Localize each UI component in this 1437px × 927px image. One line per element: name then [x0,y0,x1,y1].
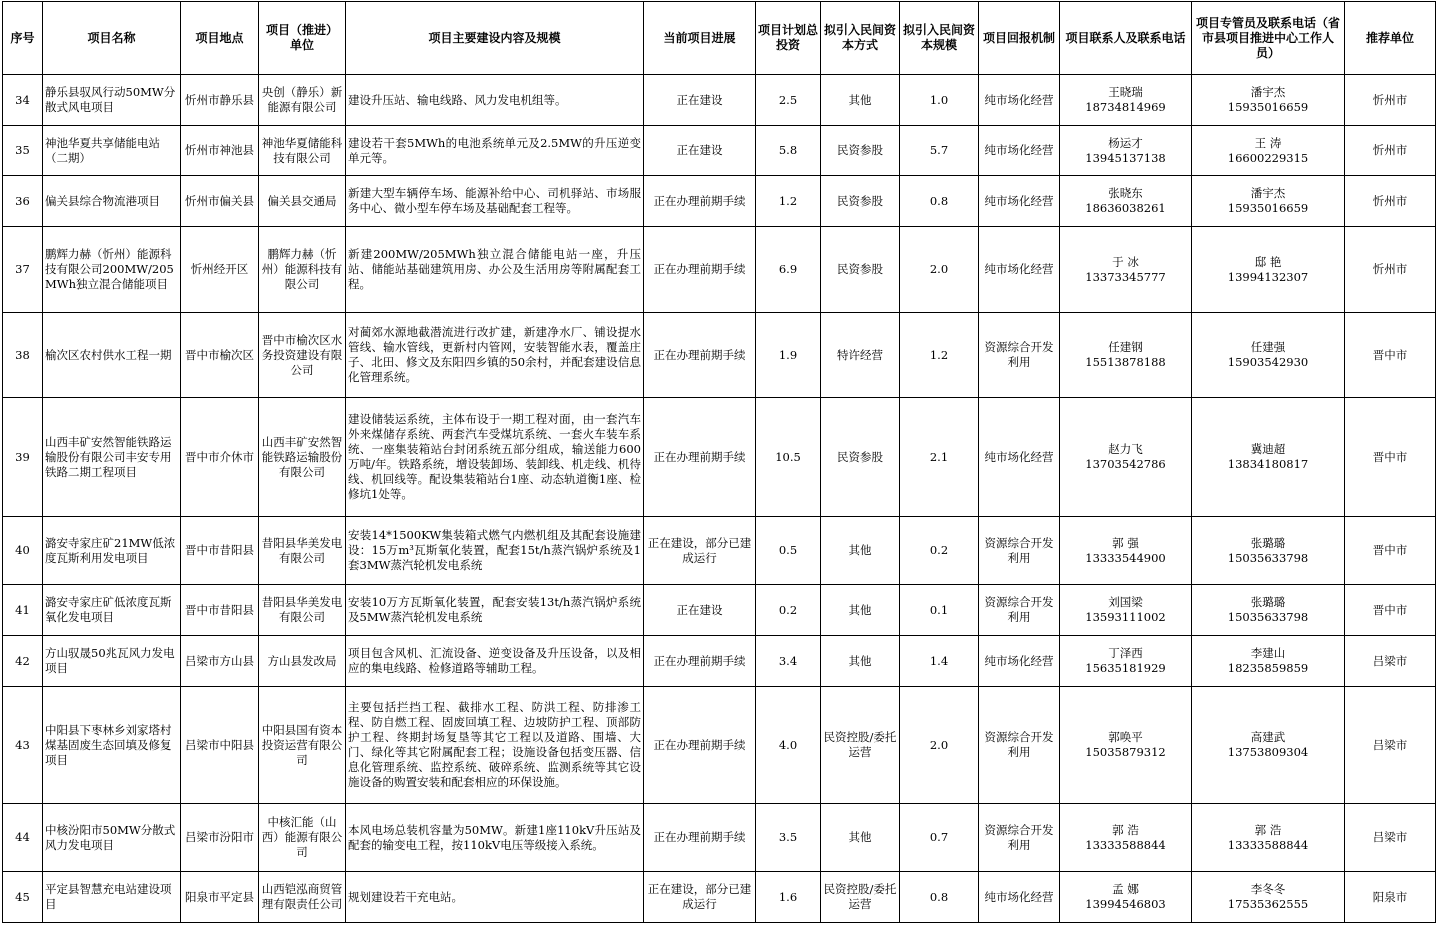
progress-cell: 正在建设 [644,126,756,176]
capital-mode-cell: 其他 [821,585,900,636]
project-name-cell: 鹏辉力赫（忻州）能源科技有限公司200MW/205MWh独立混合储能项目 [43,227,181,313]
location-cell: 晋中市昔阳县 [181,585,259,636]
manager-cell [1192,176,1345,227]
recommender-cell: 忻州市 [1345,176,1436,227]
contact-name: 王晓瑞 [1108,85,1143,99]
capital-scale-cell: 0.1 [900,585,979,636]
manager-phone: 13753809304 [1227,745,1309,759]
manager-phone: 15935016659 [1227,201,1309,215]
contact-cell [1060,517,1192,585]
contact-cell [1060,872,1192,923]
location-cell: 忻州经开区 [181,227,259,313]
capital-scale-cell: 5.7 [900,126,979,176]
content-cell: 对蔺郊水源地截潜流进行改扩建，新建净水厂、铺设提水管线、输水管线，更新村内管网，安装智能水表，覆盖庄子、北田、修文及东阳四乡镇的50余村，并配套建设信息化管理系统。 [346,313,644,398]
table-row [3,687,1436,804]
content-cell: 新建大型车辆停车场、能源补给中心、司机驿站、市场服务中心、微小型车停车场及基础配套工程等。 [346,176,644,227]
contact-cell [1060,313,1192,398]
contact-phone: 13593111002 [1085,610,1166,624]
manager-cell [1192,517,1345,585]
seq-cell: 38 [3,313,43,398]
unit-cell: 昔阳县华美发电有限公司 [259,517,346,585]
content-cell: 新建200MW/205MWh独立混合储能电站一座，升压站、储能站基础建筑用房、办公及生活用房等附属配套工程。 [346,227,644,313]
table-row [3,227,1436,313]
progress-cell: 正在办理前期手续 [644,636,756,687]
content-cell: 安装14*1500KW集装箱式燃气内燃机组及其配套设施建设：15万m³瓦斯氧化装置，配套15t/h蒸汽锅炉系统及1套3MW蒸汽轮机发电系统 [346,517,644,585]
return-cell: 纯市场化经营 [979,176,1060,227]
unit-cell: 山西铠泓商贸管理有限责任公司 [259,872,346,923]
header-contact: 项目联系人及联系电话 [1060,2,1192,75]
investment-cell: 4.0 [756,687,821,804]
recommender-cell: 晋中市 [1345,398,1436,517]
location-cell: 晋中市介休市 [181,398,259,517]
manager-phone: 15903542930 [1227,355,1309,369]
seq-cell: 39 [3,398,43,517]
recommender-cell: 晋中市 [1345,585,1436,636]
capital-mode-cell: 其他 [821,804,900,872]
location-cell: 忻州市偏关县 [181,176,259,227]
contact-name: 郭 浩 [1112,822,1139,837]
manager-name: 李冬冬 [1250,882,1286,896]
capital-mode-cell: 其他 [821,75,900,126]
location-cell: 吕梁市汾阳市 [181,804,259,872]
project-name-cell: 潞安寺家庄矿低浓度瓦斯氧化发电项目 [43,585,181,636]
progress-cell: 正在建设 [644,75,756,126]
unit-cell: 鹏辉力赫（忻州）能源科技有限公司 [259,227,346,313]
progress-cell: 正在建设，部分已建成运行 [644,872,756,923]
unit-cell: 昔阳县华美发电有限公司 [259,585,346,636]
manager-name: 张璐璐 [1250,595,1286,609]
unit-cell: 方山县发改局 [259,636,346,687]
capital-mode-cell: 民资参股 [821,176,900,227]
contact-cell [1060,398,1192,517]
progress-cell: 正在建设，部分已建成运行 [644,517,756,585]
table-row [3,398,1436,517]
capital-scale-cell: 2.1 [900,398,979,517]
seq-cell: 35 [3,126,43,176]
manager-phone: 13333588844 [1227,837,1309,852]
header-progress: 当前项目进展 [644,2,756,75]
manager-name: 潘宇杰 [1250,186,1286,200]
unit-cell: 神池华夏储能科技有限公司 [259,126,346,176]
progress-cell: 正在办理前期手续 [644,804,756,872]
content-cell: 安装10万方瓦斯氧化装置，配套安装13t/h蒸汽锅炉系统及5MW蒸汽轮机发电系统 [346,585,644,636]
manager-phone: 13994132307 [1227,269,1309,284]
contact-cell [1060,75,1192,126]
contact-phone: 15513878188 [1085,355,1166,369]
return-cell: 纯市场化经营 [979,398,1060,517]
contact-cell [1060,227,1192,313]
contact-cell [1060,687,1192,804]
seq-cell: 34 [3,75,43,126]
manager-name: 冀迪超 [1250,442,1286,456]
location-cell: 吕梁市中阳县 [181,687,259,804]
contact-phone: 18636038261 [1085,201,1166,215]
content-cell: 建设储装运系统，主体布设于一期工程对面，由一套汽车外来煤储存系统、两套汽车受煤坑系统、一套火车装车系统、一座集装箱站台封闭系统五部分组成，输送能力600万吨/年。铁路系统，增设装卸场、装卸线、机走线、机待线、机回线等。配设集装箱站台1座、动态轨道衡1座、检修坑1处等。 [346,398,644,517]
contact-phone: 15035879312 [1085,745,1166,759]
progress-cell: 正在办理前期手续 [644,398,756,517]
recommender-cell: 吕梁市 [1345,636,1436,687]
capital-mode-cell: 其他 [821,636,900,687]
header-capital-scale: 拟引入民间资本规模 [900,2,979,75]
manager-name: 高建武 [1250,730,1286,744]
project-name-cell: 榆次区农村供水工程一期 [43,313,181,398]
capital-scale-cell: 1.2 [900,313,979,398]
project-name-cell: 山西丰矿安然智能铁路运输股份有限公司丰安专用铁路二期工程项目 [43,398,181,517]
capital-scale-cell: 2.0 [900,687,979,804]
header-row [3,2,1436,75]
project-name-cell: 神池华夏共享储能电站（二期） [43,126,181,176]
seq-cell: 43 [3,687,43,804]
contact-cell [1060,804,1192,872]
return-cell: 资源综合开发利用 [979,517,1060,585]
manager-name: 任建强 [1250,340,1286,354]
manager-phone: 13834180817 [1227,457,1309,471]
investment-cell: 1.6 [756,872,821,923]
investment-cell: 10.5 [756,398,821,517]
capital-scale-cell: 0.2 [900,517,979,585]
contact-cell [1060,636,1192,687]
header-name: 项目名称 [43,2,181,75]
capital-scale-cell: 1.4 [900,636,979,687]
seq-cell: 40 [3,517,43,585]
contact-phone: 13703542786 [1085,457,1166,471]
manager-cell [1192,687,1345,804]
progress-cell: 正在办理前期手续 [644,227,756,313]
contact-name: 张晓东 [1108,186,1143,200]
capital-mode-cell: 民资参股 [821,126,900,176]
location-cell: 忻州市静乐县 [181,75,259,126]
unit-cell: 中核汇能（山西）能源有限公司 [259,804,346,872]
table-row [3,636,1436,687]
investment-cell: 3.5 [756,804,821,872]
manager-phone: 17535362555 [1227,897,1309,911]
project-name-cell: 平定县智慧充电站建设项目 [43,872,181,923]
investment-cell: 2.5 [756,75,821,126]
investment-cell: 6.9 [756,227,821,313]
manager-name: 李建山 [1250,646,1286,660]
project-name-cell: 潞安寺家庄矿21MW低浓度瓦斯利用发电项目 [43,517,181,585]
unit-cell: 中阳县国有资本投资运营有限公司 [259,687,346,804]
seq-cell: 41 [3,585,43,636]
table-row [3,176,1436,227]
capital-mode-cell: 民资控股/委托运营 [821,872,900,923]
content-cell: 本风电场总装机容量为50MW。新建1座110kV升压站及配套的输变电工程，按110kV电压等级接入系统。 [346,804,644,872]
progress-cell: 正在办理前期手续 [644,313,756,398]
contact-name: 刘国梁 [1108,595,1143,609]
location-cell: 阳泉市平定县 [181,872,259,923]
table-row [3,872,1436,923]
manager-phone: 15035633798 [1227,610,1309,624]
return-cell: 纯市场化经营 [979,227,1060,313]
capital-scale-cell: 1.0 [900,75,979,126]
project-table [2,1,1436,923]
header-location: 项目地点 [181,2,259,75]
manager-cell [1192,398,1345,517]
manager-cell [1192,126,1345,176]
header-recommender: 推荐单位 [1345,2,1436,75]
capital-mode-cell: 其他 [821,517,900,585]
contact-name: 于 冰 [1112,254,1139,269]
manager-cell [1192,227,1345,313]
location-cell: 吕梁市方山县 [181,636,259,687]
manager-phone: 15035633798 [1227,550,1309,565]
project-name-cell: 方山驭晟50兆瓦风力发电项目 [43,636,181,687]
manager-name: 潘宇杰 [1250,85,1286,99]
table-row [3,75,1436,126]
contact-phone: 13945137138 [1085,150,1166,165]
location-cell: 忻州市神池县 [181,126,259,176]
contact-name: 赵力飞 [1108,442,1143,456]
unit-cell: 晋中市榆次区水务投资建设有限公司 [259,313,346,398]
investment-cell: 1.9 [756,313,821,398]
project-name-cell: 偏关县综合物流港项目 [43,176,181,227]
header-manager: 项目专管员及联系电话（省市县项目推进中心工作人员） [1192,2,1345,75]
investment-cell: 3.4 [756,636,821,687]
contact-name: 杨运才 [1108,135,1143,150]
header-return: 项目回报机制 [979,2,1060,75]
recommender-cell: 忻州市 [1345,126,1436,176]
manager-name: 张璐璐 [1250,535,1286,550]
investment-cell: 1.2 [756,176,821,227]
header-seq: 序号 [3,2,43,75]
table-row [3,313,1436,398]
investment-cell: 5.8 [756,126,821,176]
recommender-cell: 晋中市 [1345,517,1436,585]
capital-mode-cell: 民资控股/委托运营 [821,687,900,804]
recommender-cell: 晋中市 [1345,313,1436,398]
return-cell: 纯市场化经营 [979,636,1060,687]
seq-cell: 45 [3,872,43,923]
project-name-cell: 中核汾阳市50MW分散式风力发电项目 [43,804,181,872]
header-capital-mode: 拟引入民间资本方式 [821,2,900,75]
manager-cell [1192,585,1345,636]
capital-scale-cell: 0.8 [900,176,979,227]
content-cell: 建设若干套5MWh的电池系统单元及2.5MW的升压逆变单元等。 [346,126,644,176]
capital-scale-cell: 0.7 [900,804,979,872]
unit-cell: 央创（静乐）新能源有限公司 [259,75,346,126]
contact-cell [1060,176,1192,227]
recommender-cell: 忻州市 [1345,227,1436,313]
unit-cell: 山西丰矿安然智能铁路运输股份有限公司 [259,398,346,517]
manager-phone: 15935016659 [1227,100,1309,114]
manager-name: 郭 浩 [1254,822,1282,837]
recommender-cell: 忻州市 [1345,75,1436,126]
content-cell: 规划建设若干充电站。 [346,872,644,923]
contact-phone: 13373345777 [1085,269,1166,284]
seq-cell: 44 [3,804,43,872]
contact-name: 郭 强 [1112,535,1139,550]
seq-cell: 37 [3,227,43,313]
contact-phone: 13994546803 [1085,897,1166,911]
table-row [3,126,1436,176]
manager-cell [1192,872,1345,923]
investment-cell: 0.5 [756,517,821,585]
project-name-cell: 静乐县驭风行动50MW分散式风电项目 [43,75,181,126]
progress-cell: 正在办理前期手续 [644,176,756,227]
seq-cell: 42 [3,636,43,687]
manager-cell [1192,313,1345,398]
unit-cell: 偏关县交通局 [259,176,346,227]
table-row [3,804,1436,872]
contact-cell [1060,585,1192,636]
manager-phone: 18235859859 [1227,661,1309,675]
header-unit: 项目（推进）单位 [259,2,346,75]
header-investment: 项目计划总投资 [756,2,821,75]
contact-phone: 18734814969 [1085,100,1166,114]
progress-cell: 正在办理前期手续 [644,687,756,804]
return-cell: 资源综合开发利用 [979,804,1060,872]
contact-name: 丁泽西 [1108,646,1143,660]
progress-cell: 正在建设 [644,585,756,636]
content-cell: 项目包含风机、汇流设备、逆变设备及升压设备，以及相应的集电线路、检修道路等辅助工程。 [346,636,644,687]
capital-scale-cell: 0.8 [900,872,979,923]
manager-name: 王 涛 [1254,135,1282,150]
capital-mode-cell: 民资参股 [821,398,900,517]
contact-phone: 15635181929 [1085,661,1166,675]
return-cell: 资源综合开发利用 [979,585,1060,636]
location-cell: 晋中市昔阳县 [181,517,259,585]
table-row [3,585,1436,636]
contact-phone: 13333544900 [1085,550,1166,565]
manager-cell [1192,804,1345,872]
recommender-cell: 吕梁市 [1345,804,1436,872]
table-row [3,517,1436,585]
return-cell: 资源综合开发利用 [979,687,1060,804]
content-cell: 建设升压站、输电线路、风力发电机组等。 [346,75,644,126]
project-name-cell: 中阳县下枣林乡刘家塔村煤基固废生态回填及修复项目 [43,687,181,804]
content-cell: 主要包括拦挡工程、截排水工程、防洪工程、防排渗工程、防自燃工程、固废回填工程、边坡防护工程、顶部防护工程、终期封场复垦等其它工程以及道路、围墙、大门、绿化等其它附属配套工程；设施设备包括变压器、信息化管理系统、监控系统、破碎系统、监测系统等其它设施设备的购置安装和配套相应的环保设施。 [346,687,644,804]
contact-name: 任建钢 [1108,340,1143,354]
manager-phone: 16600229315 [1227,150,1309,165]
return-cell: 资源综合开发利用 [979,313,1060,398]
recommender-cell: 吕梁市 [1345,687,1436,804]
return-cell: 纯市场化经营 [979,75,1060,126]
manager-name: 邸 艳 [1254,254,1282,269]
return-cell: 纯市场化经营 [979,872,1060,923]
contact-phone: 13333588844 [1085,837,1166,852]
location-cell: 晋中市榆次区 [181,313,259,398]
manager-cell [1192,75,1345,126]
manager-cell [1192,636,1345,687]
recommender-cell: 阳泉市 [1345,872,1436,923]
capital-mode-cell: 特许经营 [821,313,900,398]
investment-cell: 0.2 [756,585,821,636]
contact-name: 孟 娜 [1112,882,1139,896]
seq-cell: 36 [3,176,43,227]
capital-mode-cell: 民资参股 [821,227,900,313]
return-cell: 纯市场化经营 [979,126,1060,176]
contact-name: 郭唤平 [1108,730,1143,744]
header-content: 项目主要建设内容及规模 [346,2,644,75]
contact-cell [1060,126,1192,176]
capital-scale-cell: 2.0 [900,227,979,313]
